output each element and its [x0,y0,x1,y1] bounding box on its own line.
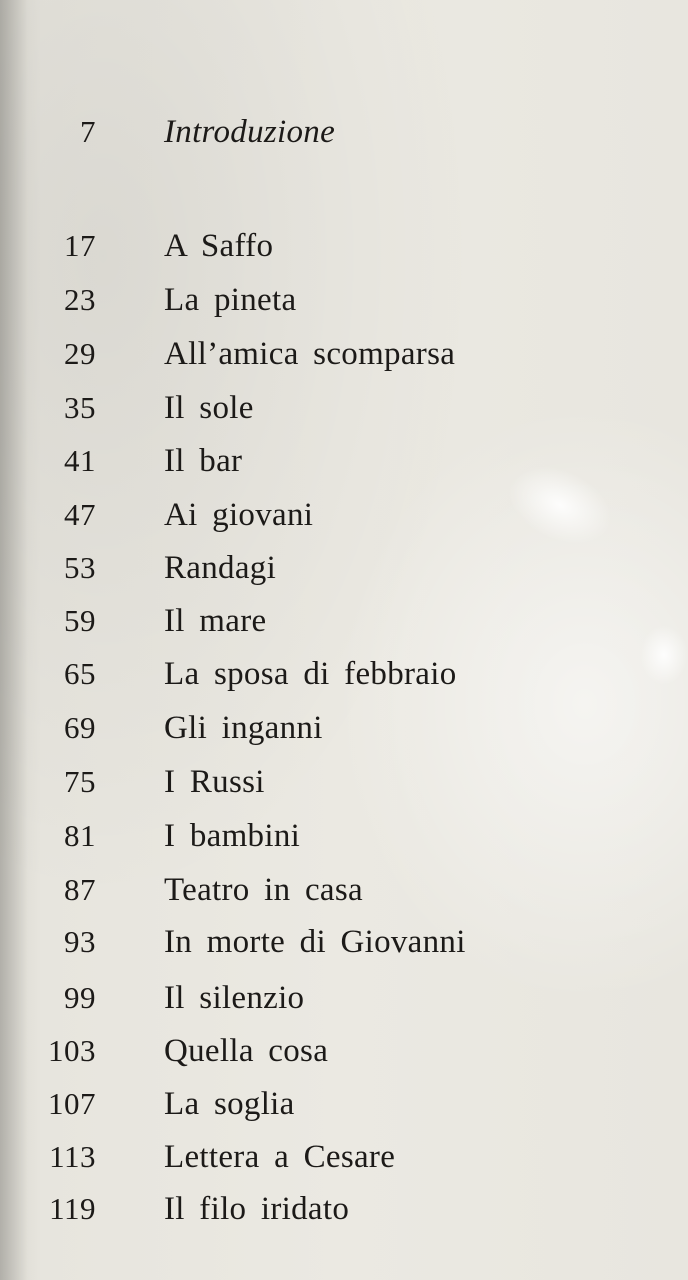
toc-entry [0,388,688,428]
toc-page-number: 35 [64,390,96,425]
toc-page-number: 87 [64,872,96,907]
toc-title: Il silenzio [164,980,305,1016]
toc-entry [0,1189,688,1229]
toc-page-number: 81 [64,818,96,853]
toc-entry [0,762,688,802]
toc-entry [0,1137,688,1177]
toc-title: Il sole [164,390,254,426]
toc-title: A Saffo [164,228,274,264]
toc-page-number: 119 [49,1191,96,1226]
toc-title: Il filo iridato [164,1191,350,1227]
toc-entry [0,226,688,266]
toc-title: Lettera a Cesare [164,1139,396,1175]
toc-entry-intro [0,112,688,152]
toc-title: La soglia [164,1086,295,1122]
toc-entry [0,441,688,481]
toc-page-number: 113 [49,1139,96,1174]
toc-page-number: 47 [64,497,96,532]
toc-entry [0,280,688,320]
toc-entry [0,870,688,910]
toc-title: In morte di Giovanni [164,924,466,960]
toc-title: Ai giovani [164,497,314,533]
toc-page-number: 75 [64,764,96,799]
toc-page-number: 29 [64,336,96,371]
toc-page-number: 93 [64,924,96,959]
toc-title: I bambini [164,818,301,854]
toc-page-number: 103 [48,1033,96,1068]
toc-title: Introduzione [164,114,336,150]
toc-page-number: 41 [64,443,96,478]
toc-entry [0,654,688,694]
toc-entry [0,495,688,535]
toc-page-number: 17 [64,228,96,263]
toc-title: Randagi [164,550,277,586]
toc-title: Il bar [164,443,243,479]
toc-page-number: 7 [80,114,96,149]
toc-title: Il mare [164,603,267,639]
toc-page-number: 53 [64,550,96,585]
toc-entry [0,978,688,1018]
toc-page-number: 23 [64,282,96,317]
toc-entry [0,601,688,641]
toc-title: La pineta [164,282,297,318]
toc-page-number: 69 [64,710,96,745]
toc-entry [0,1084,688,1124]
toc-title: Gli inganni [164,710,323,746]
toc-entry [0,922,688,962]
toc-entry [0,708,688,748]
toc-entry [0,334,688,374]
toc-page-number: 107 [48,1086,96,1121]
toc-entry [0,548,688,588]
toc-page-number: 99 [64,980,96,1015]
toc-entry [0,816,688,856]
toc-title: La sposa di febbraio [164,656,457,692]
toc-title: Quella cosa [164,1033,329,1069]
toc-entry [0,1031,688,1071]
toc-page-number: 65 [64,656,96,691]
toc-title: I Russi [164,764,265,800]
toc-title: Teatro in casa [164,872,363,908]
toc-page-number: 59 [64,603,96,638]
toc-title: All’amica scomparsa [164,336,456,372]
